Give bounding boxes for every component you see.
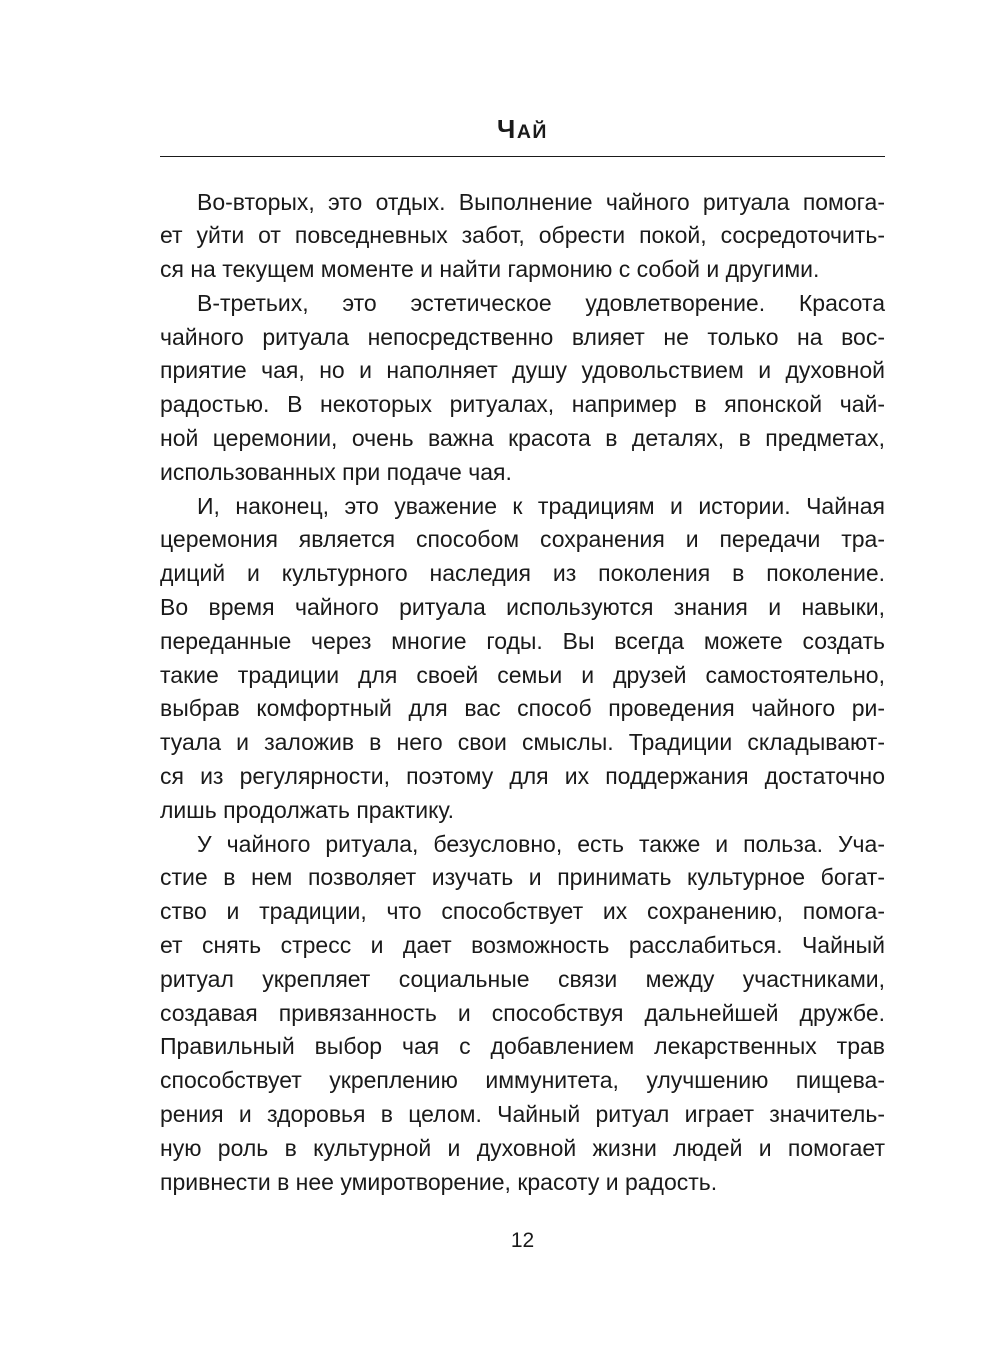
text-line: создавая привязанность и способствуя дальнейшей дружбе.: [160, 999, 885, 1026]
text-line: церемония является способом сохранения и передачи тра-: [160, 526, 885, 553]
text-line: Правильный выбор чая с добавлением лекарственных трав: [160, 1033, 885, 1060]
text-line: чайного ритуала непосредственно влияет не только на вос-: [160, 323, 885, 350]
text-line: ную роль в культурной и духовной жизни людей и помогает: [160, 1134, 885, 1161]
text-line: Во время чайного ритуала используются знания и навыки,: [160, 594, 885, 621]
text-line: стие в нем позволяет изучать и принимать культурное богат-: [160, 864, 885, 891]
text-line: ной церемонии, очень важна красота в деталях, в предметах,: [160, 425, 885, 452]
text-line: приятие чая, но и наполняет душу удовольствием и духовной: [160, 357, 885, 384]
body-text: [160, 186, 885, 1200]
paragraph: [160, 186, 885, 287]
text-line: ритуал укрепляет социальные связи между участниками,: [160, 965, 885, 992]
text-line: туала и заложив в него свои смыслы. Традиции складывают-: [160, 729, 885, 756]
text-line: радостью. В некоторых ритуалах, например в японской чай-: [160, 391, 885, 418]
page-number: 12: [510, 1229, 535, 1253]
text-line: ся из регулярности, поэтому для их поддержания достаточно: [160, 763, 885, 790]
text-line: ся на текущем моменте и найти гармонию с собой и другими.: [160, 256, 820, 283]
text-line: ет снять стресс и дает возможность расслабиться. Чайный: [160, 932, 885, 959]
text-line: выбрав комфортный для вас способ проведения чайного ри-: [160, 695, 885, 722]
text-line: способствует укреплению иммунитета, улучшению пищева-: [160, 1067, 885, 1094]
text-line: И, наконец, это уважение к традициям и истории. Чайная: [197, 492, 885, 519]
paragraph: [160, 490, 885, 828]
text-line: В-третьих, это эстетическое удовлетворение. Красота: [197, 289, 885, 316]
text-line: привнести в нее умиротворение, красоту и радость.: [160, 1168, 718, 1195]
running-title: [160, 116, 885, 143]
text-line: ет уйти от повседневных забот, обрести покой, сосредоточить-: [160, 222, 885, 249]
running-title-initial: Ч: [497, 114, 517, 144]
text-line: использованных при подаче чая.: [160, 458, 512, 485]
text-line: переданные через многие годы. Вы всегда можете создать: [160, 627, 885, 654]
header-rule: [160, 156, 885, 157]
paragraph: [160, 287, 885, 490]
page-header: [160, 116, 885, 157]
page-footer: [160, 1229, 885, 1253]
text-line: такие традиции для своей семьи и друзей самостоятельно,: [160, 661, 885, 688]
text-line: лишь продолжать практику.: [160, 796, 454, 823]
text-line: рения и здоровья в целом. Чайный ритуал играет значитель-: [160, 1101, 885, 1128]
running-title-rest: АЙ: [516, 121, 548, 143]
text-line: ство и традиции, что способствует их сохранению, помога-: [160, 898, 885, 925]
paragraph: [160, 828, 885, 1200]
text-line: диций и культурного наследия из поколения в поколение.: [160, 560, 885, 587]
text-line: Во-вторых, это отдых. Выполнение чайного ритуала помога-: [197, 188, 885, 215]
text-line: У чайного ритуала, безусловно, есть также и польза. Уча-: [197, 830, 885, 857]
